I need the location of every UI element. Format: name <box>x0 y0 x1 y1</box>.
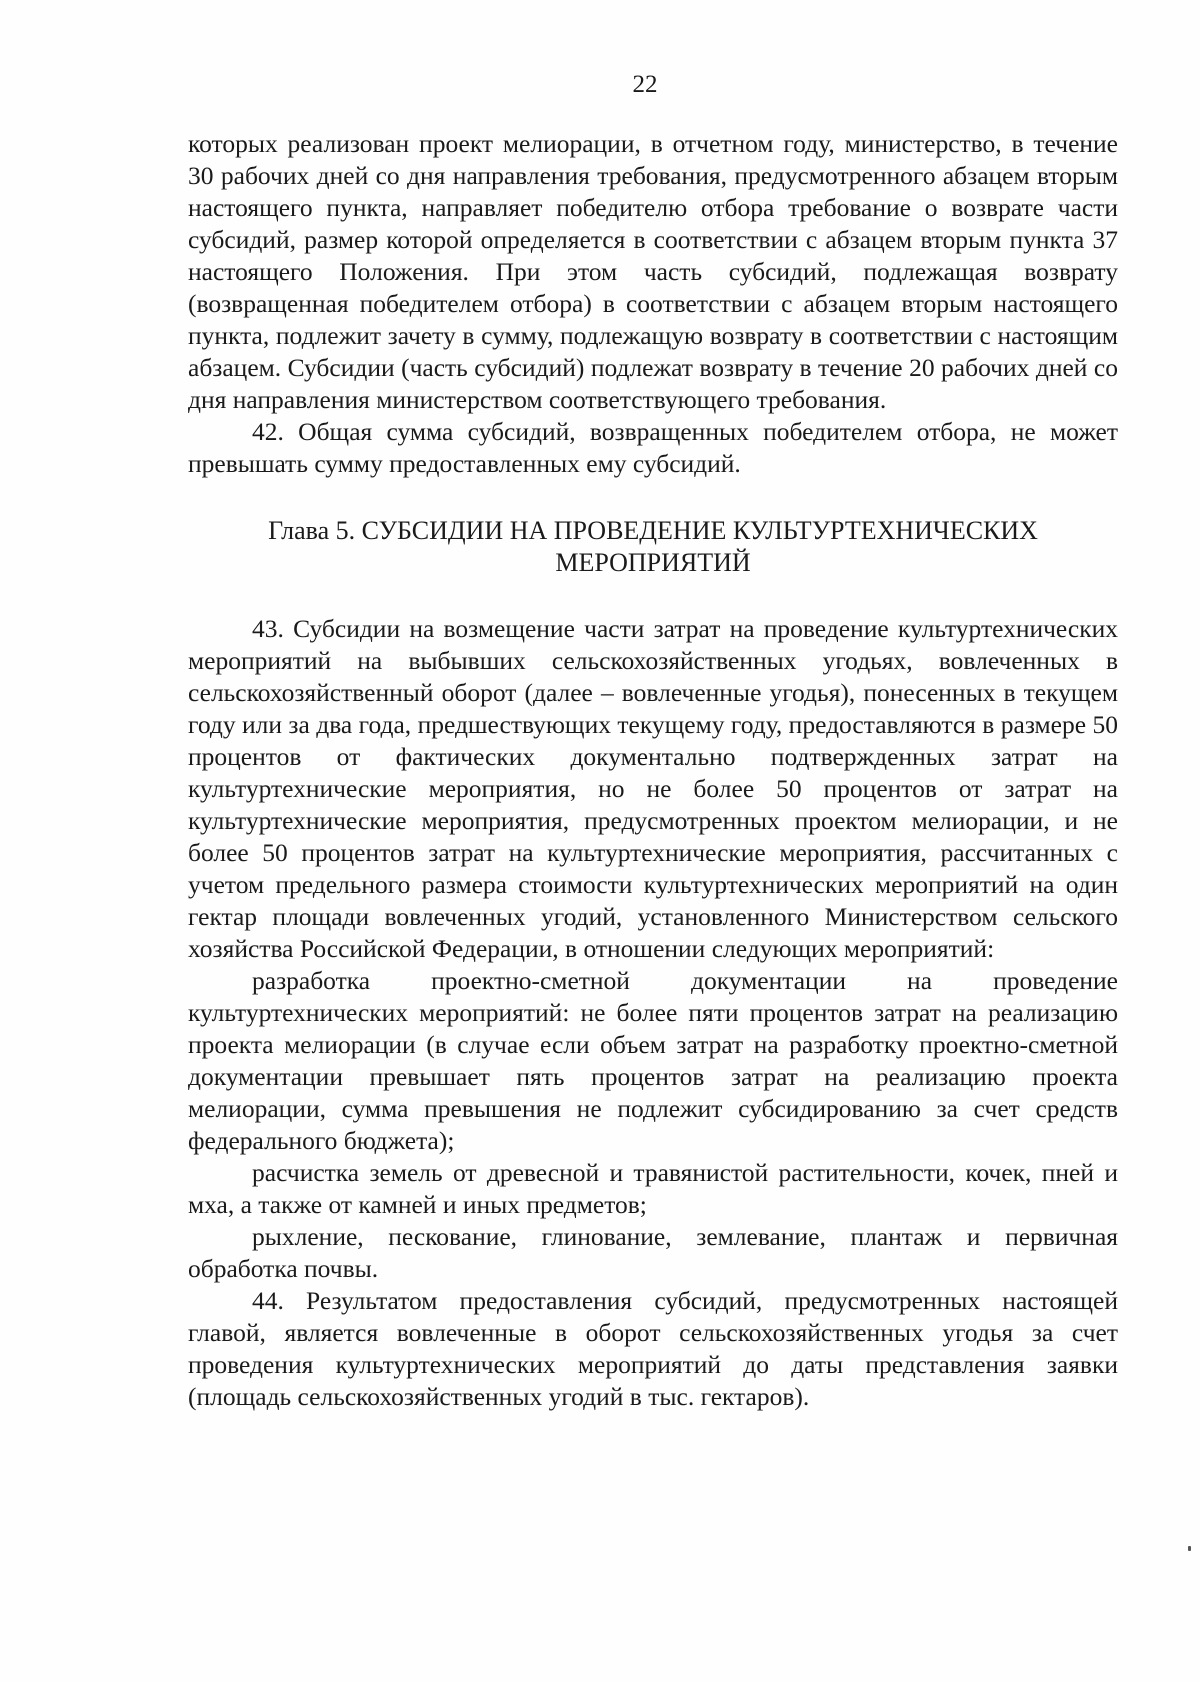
list-item-design-documentation: разработка проектно-сметной документации на проведение культуртехнических мероприятий: не более пяти процентов затрат на реализацию проекта мелиорации (в случае если объем затрат на разработку проектно-сметной документации превышает пять процентов затрат на реализацию проекта мелиорации, сумма превышения не подлежит субсидированию за счет средств федерального бюджета); <box>188 966 1118 1155</box>
chapter-heading: Глава 5. СУБСИДИИ НА ПРОВЕДЕНИЕ КУЛЬТУРТЕХНИЧЕСКИХ МЕРОПРИЯТИЙ <box>268 516 1038 577</box>
page-number: 22 <box>632 71 658 98</box>
paragraph-42: 42. Общая сумма субсидий, возвращенных победителем отбора, не может превышать сумму предоставленных ему субсидий. <box>188 417 1118 478</box>
paragraph-continued: которых реализован проект мелиорации, в отчетном году, министерство, в течение 30 рабочих дней со дня направления требования, предусмотренного абзацем вторым настоящего пункта, направляет победителю отбора требование о возврате части субсидий, размер которой определяется в соответствии с абзацем вторым пункта 37 настоящего Положения. При этом часть субсидий, подлежащая возврату (возвращенная победителем отбора) в соответствии с абзацем вторым настоящего пункта, подлежит зачету в сумму, подлежащую возврату в соответствии с настоящим абзацем. Субсидии (часть субсидий) подлежат возврату в течение 20 рабочих дней со дня направления министерством соответствующего требования. <box>188 129 1118 414</box>
list-item-land-clearing: расчистка земель от древесной и травянистой растительности, кочек, пней и мха, а также от камней и иных предметов; <box>188 1158 1118 1219</box>
paragraph-43: 43. Субсидии на возмещение части затрат на проведение культуртехнических мероприятий на выбывших сельскохозяйственных угодьях, вовлеченных в сельскохозяйственный оборот (далее – вовлеченные угодья), понесенных в текущем году или за два года, предшествующих текущему году, предоставляются в размере 50 процентов от фактических документально подтвержденных затрат на культуртехнические мероприятия, но не более 50 процентов от затрат на культуртехнические мероприятия, предусмотренных проектом мелиорации, и не более 50 процентов затрат на культуртехнические мероприятия, рассчитанных с учетом предельного размера стоимости культуртехнических мероприятий на один гектар площади вовлеченных угодий, установленного Министерством сельского хозяйства Российской Федерации, в отношении следующих мероприятий: <box>188 614 1118 963</box>
scan-artifact <box>1188 1546 1191 1551</box>
paragraph-44: 44. Результатом предоставления субсидий, предусмотренных настоящей главой, является вовлеченные в оборот сельскохозяйственных угодья за счет проведения культуртехнических мероприятий до даты представления заявки (площадь сельскохозяйственных угодий в тыс. гектаров). <box>188 1286 1118 1411</box>
document-body <box>188 128 1118 1413</box>
list-item-soil-treatment: рыхление, пескование, глинование, землевание, плантаж и первичная обработка почвы. <box>188 1222 1118 1283</box>
